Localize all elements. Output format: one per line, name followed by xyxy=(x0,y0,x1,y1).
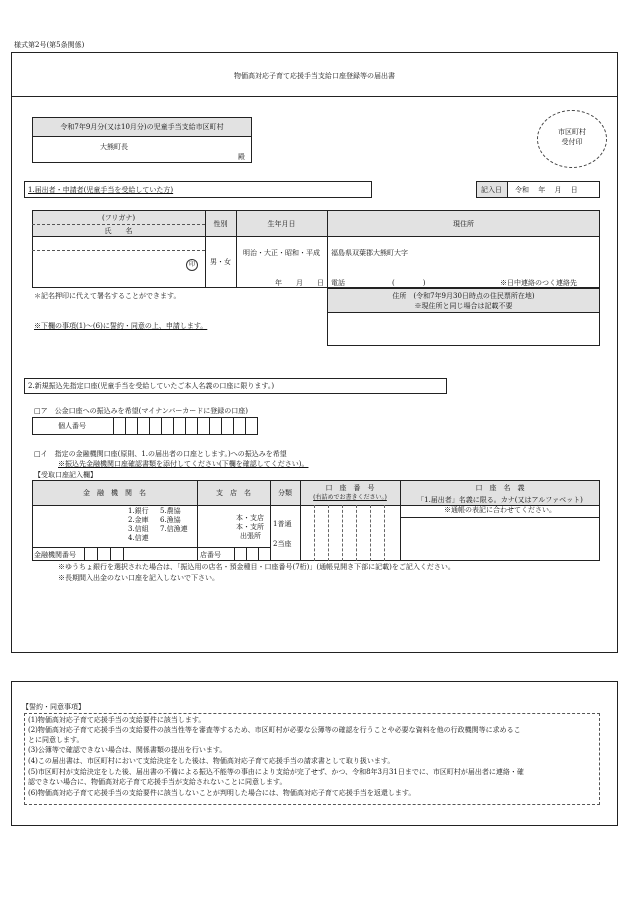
holder-header: 口 座 名 義 xyxy=(475,484,525,492)
phone-input[interactable]: ( ) xyxy=(392,279,426,287)
phone-note: ※日中連絡のつく連絡先 xyxy=(500,279,577,287)
furigana-input[interactable] xyxy=(33,237,204,249)
mynumber-label: 個人番号 xyxy=(58,422,86,430)
pledge-item-5-cont: 認できない場合に、物価高対応子育て応援手当が支給されないことに同意します。 xyxy=(28,778,287,786)
branch-code-label: 店番号 xyxy=(200,551,221,559)
sign-note: ＊記名押印に代えて署名することができます。 xyxy=(34,292,181,300)
pledge-heading: 【誓約・同意事項】 xyxy=(22,703,85,711)
bank-type-4[interactable]: 4.信連 xyxy=(128,534,149,542)
bank-type-6[interactable]: 6.漁協 xyxy=(160,516,181,524)
pledge-item-1: (1)物価高対応子育て応援手当の支給要件に該当します。 xyxy=(28,716,206,724)
address-value[interactable]: 福島県双葉郡大熊町大字 xyxy=(331,249,408,257)
bank-type-2[interactable]: 2.金庫 xyxy=(128,516,149,524)
branch-name-input[interactable] xyxy=(198,506,234,546)
holder-input[interactable] xyxy=(401,518,599,560)
branch-type-2[interactable]: 本・支所 xyxy=(236,523,264,531)
pledge-item-2: (2)物価高対応子育て応援手当の支給要件の該当性等を審査等するため、市区町村が必要な公簿等の確認を行うことや必要な資料を他の行政機関等に求めるこ xyxy=(28,726,521,734)
addressee-header: 令和7年9月分(又は10月分)の児童手当支給市区町村 xyxy=(60,123,224,131)
bank-type-5[interactable]: 5.農協 xyxy=(160,507,181,515)
bank-code-input[interactable] xyxy=(85,548,135,560)
pledge-item-4: (4)この届出書は、市区町村において支給決定をした後は、物価高対応子育て応援手当の請求書として取り扱います。 xyxy=(28,757,395,765)
bank-header: 金 融 機 関 名 xyxy=(83,489,146,497)
name-label: 氏 名 xyxy=(104,227,133,235)
holder-note1: 「1.届出者」名義に限る。カナ(又はアルファベット) xyxy=(417,496,583,504)
furigana-label: (フリガナ) xyxy=(101,214,136,222)
branch-code-input[interactable] xyxy=(235,548,269,560)
pledge-item-5: (5)市区町村が支給決定をした後、届出書の不備による振込不能等の事由により支給が完了せず、かつ、令和8年3月31日までに、市区町村が届出者に連絡・確 xyxy=(28,768,524,776)
dob-ymd[interactable]: 年 月 日 xyxy=(275,279,324,287)
bank-type-7[interactable]: 7.信漁連 xyxy=(160,525,188,533)
branch-type-1[interactable]: 本・支店 xyxy=(236,514,264,522)
form-title: 物価高対応子育て応援手当支給口座登録等の届出書 xyxy=(234,72,395,80)
branch-header: 支 店 名 xyxy=(216,489,251,497)
phone-label: 電話 xyxy=(331,279,345,287)
option-a-checkbox[interactable]: □ア 公金口座への振込みを希望(マイナンバーカードに登録の口座) xyxy=(34,407,248,415)
bank-code-label: 金融機関番号 xyxy=(34,551,76,559)
type-header: 分類 xyxy=(278,489,292,497)
form-id: 様式第2号(第5条関係) xyxy=(14,41,85,49)
mayor-name: 大熊町長 xyxy=(100,143,128,151)
pledge-note: ※下欄の事項(1)～(6)に誓約・同意の上、申請します。 xyxy=(34,322,208,330)
branch-type-3[interactable]: 出張所 xyxy=(240,532,261,540)
gender-label: 性別 xyxy=(213,220,228,228)
entry-date-label: 記入日 xyxy=(481,186,502,194)
bank-type-3[interactable]: 3.信組 xyxy=(128,525,149,533)
prev-address-input[interactable] xyxy=(328,313,599,345)
bank-name-input[interactable] xyxy=(33,506,125,546)
entry-date-value: 令和 年 月 日 xyxy=(515,186,578,194)
holder-note2: ※通帳の表記に合わせてください。 xyxy=(444,506,556,514)
option-i-checkbox[interactable]: □イ 指定の金融機関口座(原則、1.の届出者の口座とします。)への振込みを希望 xyxy=(34,450,287,458)
pledge-item-3: (3)公簿等で確認できない場合は、関係書類の提出を行います。 xyxy=(28,746,227,754)
receipt-stamp-line2: 受付印 xyxy=(561,138,583,146)
dormant-note: ※長期間入出金のない口座を記入しないで下さい。 xyxy=(58,574,219,582)
dob-label: 生年月日 xyxy=(267,220,296,228)
receipt-stamp-line1: 市区町村 xyxy=(558,128,586,136)
pledge-item-2-cont: とに同意します。 xyxy=(28,736,84,744)
pledge-item-6: (6)物価高対応子育て応援手当の支給要件に該当しないことが判明した場合には、物価高対応子育て応援手当を返還します。 xyxy=(28,789,416,797)
receiving-label: 【受取口座記入欄】 xyxy=(34,471,97,479)
section1-heading: 1.届出者・申請者(児童手当を受給していた方) xyxy=(28,186,174,194)
account-type-2[interactable]: 2当座 xyxy=(273,540,292,548)
bank-type-1[interactable]: 1.銀行 xyxy=(128,507,149,515)
account-type-1[interactable]: 1普通 xyxy=(273,520,292,528)
title-divider xyxy=(11,96,618,97)
account-number-header: 口 座 番 号 xyxy=(325,484,375,492)
honorific: 殿 xyxy=(238,153,245,161)
option-i-note: ※振込先金融機関口座確認書類を添付してください(下欄を確認してください)。 xyxy=(58,460,309,468)
account-number-note: (右詰めでお書きください。) xyxy=(313,494,387,501)
name-input[interactable] xyxy=(33,251,204,287)
address-label: 現住所 xyxy=(453,220,474,228)
dob-eras[interactable]: 明治・大正・昭和・平成 xyxy=(243,249,320,257)
prev-address-label: 住所 (令和7年9月30日時点の住民票所在地) xyxy=(392,292,535,300)
yucho-note: ※ゆうちょ銀行を選択された場合は、「振込用の店名・預金種目・口座番号(7桁)」(通帳見開き下部に記載)をご記入ください。 xyxy=(58,563,455,571)
section2-heading: 2.新規振込先指定口座(児童手当を受給していたご本人名義の口座に限ります。) xyxy=(28,382,275,390)
seal-label: 印 xyxy=(188,261,195,268)
prev-address-note: ※現住所と同じ場合は記載不要 xyxy=(414,302,513,310)
gender-options[interactable]: 男・女 xyxy=(210,258,231,266)
